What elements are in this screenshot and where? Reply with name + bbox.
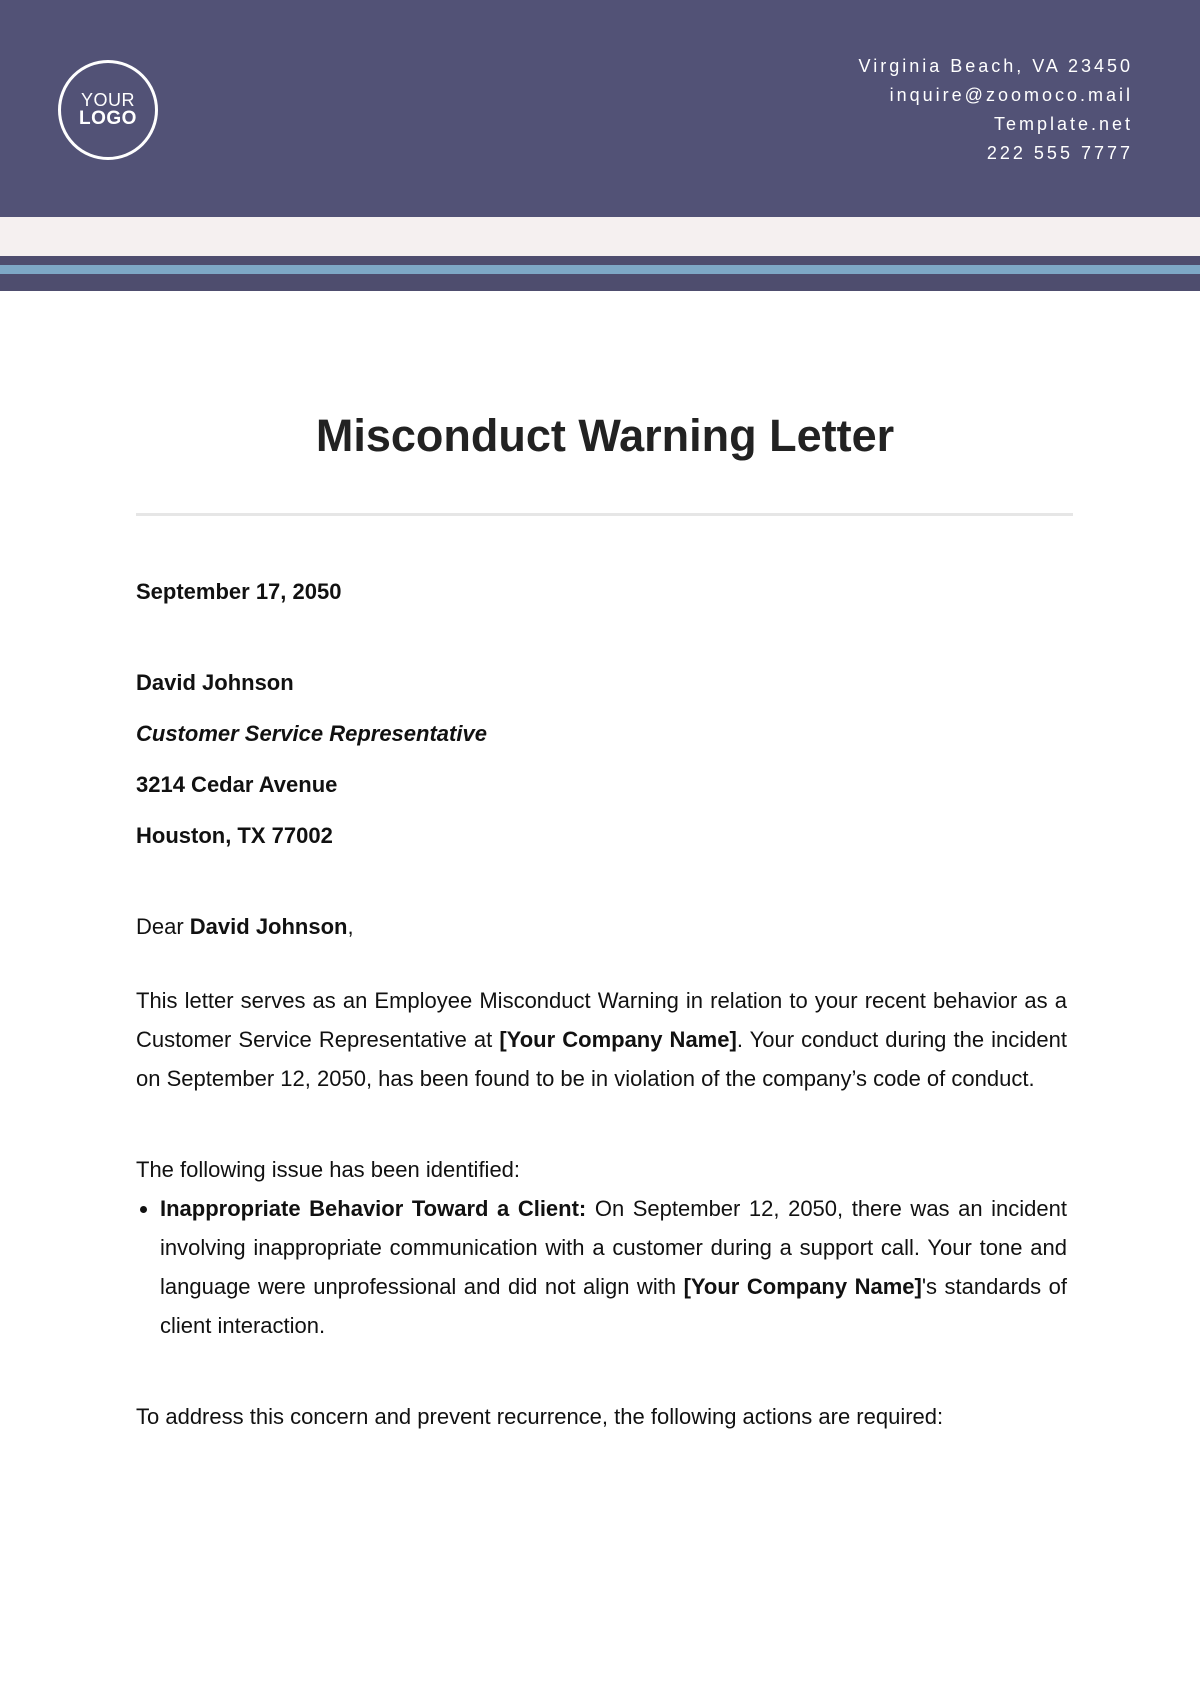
- recipient-street: 3214 Cedar Avenue: [136, 772, 338, 797]
- letter-date: September 17, 2050: [136, 579, 342, 604]
- intro-paragraph: [136, 981, 1067, 1098]
- title-divider: [136, 513, 1073, 516]
- issue-text-2: 's standards of client interaction.: [160, 1274, 1068, 1338]
- greeting-salutation: Dear: [136, 914, 190, 939]
- decorative-stripe-dark-top: [0, 256, 1200, 265]
- issue-title: Inappropriate Behavior Toward a Client:: [160, 1196, 587, 1221]
- greeting: [136, 901, 1067, 952]
- letter-body: [136, 566, 1067, 1436]
- issue-company-placeholder: [Your Company Name]: [683, 1274, 922, 1299]
- intro-text-1: This letter serves as an Employee Misconduct Warning in relation to your recent behavior as a Customer Service Representative at: [136, 988, 1067, 1052]
- decorative-band-light: [0, 217, 1200, 256]
- issue-text-1: On September 12, 2050, there was an incident involving inappropriate communication with a customer during a support call. Your tone and language were unprofessional and did not align with: [160, 1196, 1067, 1299]
- company-logo: [58, 60, 158, 160]
- decorative-stripe-blue: [0, 265, 1200, 274]
- logo-text-top: YOUR: [80, 89, 135, 110]
- letterhead-banner: [0, 0, 1200, 217]
- contact-phone: 222 555 7777: [986, 143, 1133, 163]
- document-title: Misconduct Warning Letter: [315, 410, 895, 461]
- actions-intro: To address this concern and prevent recurrence, the following actions are required:: [136, 1404, 944, 1429]
- recipient-block: [136, 657, 1067, 861]
- issues-intro: The following issue has been identified:: [136, 1157, 521, 1182]
- contact-email[interactable]: inquire@zoomoco.mail: [889, 85, 1133, 105]
- recipient-city: Houston, TX 77002: [136, 823, 333, 848]
- greeting-punct: ,: [347, 914, 354, 939]
- intro-text-2: . Your conduct during the incident on September 12, 2050, has been found to be in violation of the company’s code of conduct.: [136, 1027, 1067, 1091]
- issues-list: [136, 1189, 1067, 1345]
- contact-block: [859, 52, 1133, 168]
- intro-company-placeholder: [Your Company Name]: [499, 1027, 737, 1052]
- contact-address: Virginia Beach, VA 23450: [858, 56, 1133, 76]
- list-item: [160, 1189, 1067, 1345]
- recipient-name: David Johnson: [136, 670, 294, 695]
- recipient-position: Customer Service Representative: [136, 721, 487, 746]
- greeting-name: David Johnson: [189, 914, 348, 939]
- logo-text-bottom: LOGO: [79, 108, 137, 130]
- contact-website[interactable]: Template.net: [993, 114, 1133, 134]
- decorative-stripe-dark-bottom: [0, 274, 1200, 291]
